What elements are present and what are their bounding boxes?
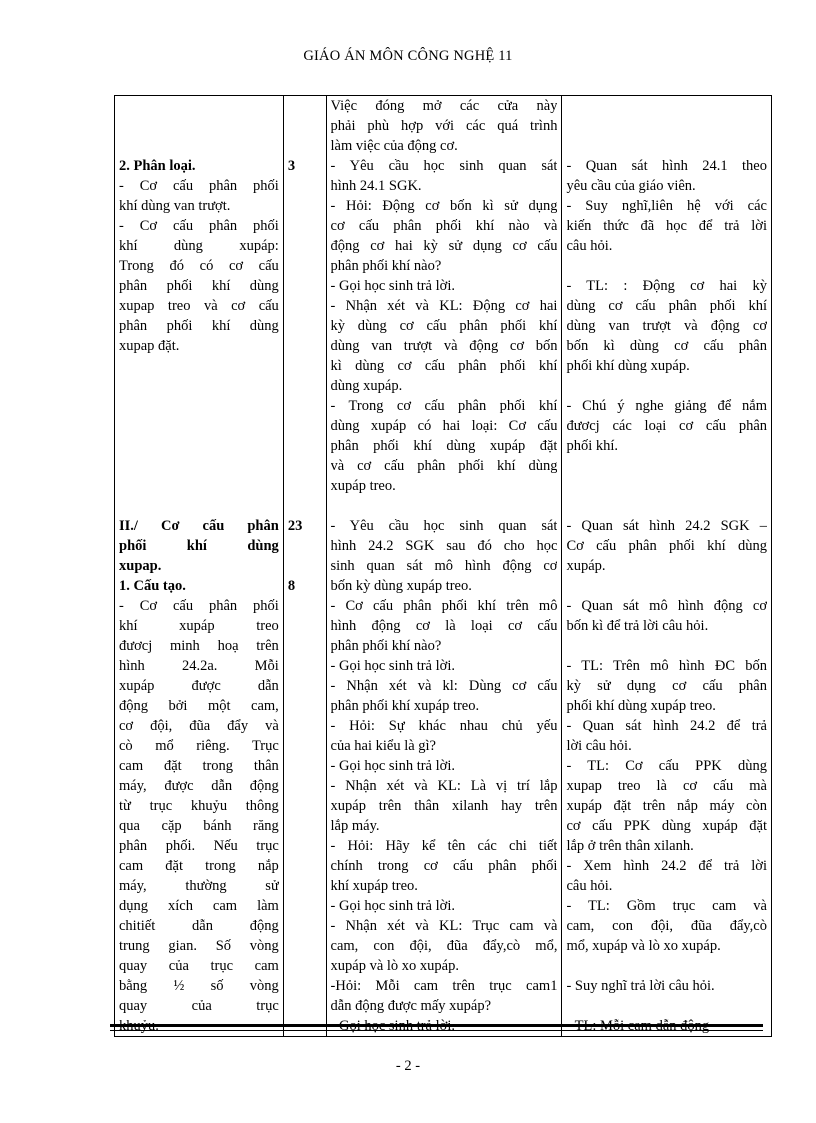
- student-col-line: yêu cầu của giáo viên.: [566, 178, 696, 194]
- student-col-line: phối khí dùng xupáp treo.: [566, 698, 716, 714]
- student-col-line: xupáp.: [566, 558, 606, 574]
- student-col-line: - TL: : Động cơ hai kỳ: [566, 278, 767, 294]
- student-col-line: cơ cấu PPK dùng xupáp đặt: [566, 818, 767, 834]
- time-col-line: [288, 176, 322, 196]
- student-col-line: câu hỏi.: [566, 878, 613, 894]
- content-col-line: xupap treo và cơ cấu: [119, 298, 279, 314]
- content-column: [115, 96, 284, 1037]
- content-col-line: đươcj minh hoạ trên: [119, 638, 279, 654]
- student-col-line: xupáp đặt trên nắp máy còn: [566, 798, 767, 814]
- content-col-line: xupap.: [119, 558, 162, 574]
- content-col-line: quay của trục: [119, 998, 279, 1014]
- student-col-line: Cơ cấu phân phối khí dùng: [566, 538, 767, 554]
- student-col-line: - Quan sát hình 24.1 theo: [566, 158, 767, 174]
- teacher-col-line: cam, con đội, đũa đẩy,cò mổ,: [330, 938, 558, 954]
- student-col-line: [566, 576, 767, 596]
- student-col-line: dùng van trượt và động cơ: [566, 318, 767, 334]
- content-col-line: Trong đó có cơ cấu: [119, 258, 279, 274]
- teacher-col-line: bốn kỳ dùng xupáp treo.: [330, 578, 472, 594]
- time-col-line: [288, 536, 322, 556]
- content-col-line: trung gian. Số vòng: [119, 938, 279, 954]
- time-col-line: [288, 556, 322, 576]
- teacher-col-line: - Hỏi: Động cơ bốn kì sử dụng: [330, 198, 558, 214]
- page-number: - 2 -: [395, 1058, 421, 1074]
- page-header: GIÁO ÁN MÔN CÔNG NGHỆ 11: [303, 48, 513, 64]
- student-col-line: [566, 96, 767, 116]
- teacher-col-line: làm việc của động cơ.: [330, 138, 458, 154]
- student-col-line: đươcj các loại cơ cấu phân: [566, 418, 767, 434]
- footer-rule-thick: [110, 1024, 763, 1027]
- teacher-col-line: hình 24.2 SGK sau đó cho học: [330, 538, 558, 554]
- content-col-line: khí dùng xupáp:: [119, 238, 279, 254]
- content-col-line: - Cơ cấu phân phối: [119, 598, 279, 614]
- student-col-line: - TL: Trên mô hình ĐC bốn: [566, 658, 767, 674]
- time-col-line: [288, 476, 322, 496]
- student-col-line: [566, 636, 767, 656]
- time-col-line: [288, 96, 322, 116]
- teacher-col-line: khí xupáp treo.: [330, 878, 418, 894]
- teacher-col-line: [331, 496, 558, 516]
- student-col-line: kỳ sử dụng cơ cấu phân: [566, 678, 767, 694]
- content-col-line: phân phối khí dùng: [119, 278, 279, 294]
- student-col-line: phối khí.: [566, 438, 619, 454]
- time-col-line: [288, 436, 322, 456]
- teacher-col-line: - Yêu cầu học sinh quan sát: [330, 518, 558, 534]
- teacher-col-line: - Nhận xét và KL: Là vị trí lắp: [330, 778, 558, 794]
- content-col-line: [119, 496, 279, 516]
- time-col-line: [288, 296, 322, 316]
- content-col-line: II./ Cơ cấu phân: [119, 518, 279, 534]
- student-col-line: [566, 476, 767, 496]
- content-col-line: 2. Phân loại.: [119, 158, 196, 174]
- content-col-line: quay của trục cam: [119, 958, 279, 974]
- content-col-line: cam đặt trong nắp: [119, 858, 279, 874]
- teacher-col-line: - Gọi học sinh trả lời.: [330, 758, 455, 774]
- student-col-line: bốn kì dùng cơ cấu phân: [566, 338, 767, 354]
- teacher-col-line: - Nhận xét và KL: Động cơ hai: [330, 298, 558, 314]
- time-column: [283, 96, 326, 1037]
- content-col-line: động bởi một cam,: [119, 698, 279, 714]
- content-col-line: cò mổ riêng. Trục: [119, 738, 279, 754]
- content-col-line: [119, 116, 279, 136]
- teacher-col-line: Việc đóng mở các cửa này: [330, 98, 558, 114]
- footer-rule-thin: [110, 1030, 763, 1031]
- teacher-col-line: kỳ dùng cơ cấu phân phối khí: [330, 318, 558, 334]
- time-col-line: [288, 336, 322, 356]
- teacher-col-line: dùng van trượt và động cơ bốn: [330, 338, 558, 354]
- content-col-line: từ trục khuỷu thông: [119, 798, 279, 814]
- teacher-col-line: và cơ cấu phân phối khí dùng: [330, 458, 558, 474]
- content-col-line: cam đặt trong thân: [119, 758, 279, 774]
- teacher-activity-column: [326, 96, 562, 1037]
- teacher-col-line: hình động cơ là loại cơ cấu: [330, 618, 558, 634]
- student-col-line: kiến thức đã học để trả lời: [566, 218, 767, 234]
- table-row: [115, 96, 772, 1037]
- content-col-line: phân phối khí dùng: [119, 318, 279, 334]
- teacher-col-line: phải phù hợp với các quá trình: [330, 118, 558, 134]
- student-col-line: - Quan sát hình 24.2 để trả: [566, 718, 767, 734]
- content-col-line: [119, 356, 279, 376]
- teacher-col-line: của hai kiểu là gì?: [330, 738, 436, 754]
- teacher-col-line: dùng xupáp.: [330, 378, 403, 394]
- teacher-col-line: hình 24.1 SGK.: [330, 178, 422, 194]
- teacher-col-line: phân phối khí nào?: [330, 638, 442, 654]
- content-col-line: khí dùng van trượt.: [119, 198, 231, 214]
- content-col-line: chitiết dẫn động: [119, 918, 279, 934]
- time-col-line: [288, 396, 322, 416]
- teacher-col-line: xupáp treo.: [330, 478, 396, 494]
- student-col-line: [566, 456, 767, 476]
- lesson-plan-table: [114, 95, 772, 1037]
- student-col-line: - TL: Gồm trục cam và: [566, 898, 767, 914]
- content-col-line: dụng xích cam làm: [119, 898, 279, 914]
- teacher-col-line: xupáp và lò xo xupáp.: [330, 958, 459, 974]
- teacher-col-line: - Gọi học sinh trả lời.: [330, 278, 455, 294]
- content-col-line: [119, 376, 279, 396]
- teacher-col-line: - Gọi học sinh trả lời.: [330, 898, 455, 914]
- student-col-line: câu hỏi.: [566, 238, 613, 254]
- content-col-line: máy, thường sử: [119, 878, 279, 894]
- teacher-col-line: dẫn động được mấy xupáp?: [330, 998, 491, 1014]
- time-col-line: [288, 136, 322, 156]
- student-col-line: phối khí dùng xupáp.: [566, 358, 690, 374]
- content-col-line: phân phối. Nếu trục: [119, 838, 279, 854]
- time-col-line: [288, 356, 322, 376]
- student-col-line: lắp ở trên thân xilanh.: [566, 838, 694, 854]
- time-col-line: 8: [287, 578, 296, 594]
- content-col-line: phối khí dùng: [119, 538, 279, 554]
- content-col-line: [119, 416, 279, 436]
- content-col-line: [119, 96, 279, 116]
- teacher-col-line: cơ cấu phân phối khí nào và: [330, 218, 558, 234]
- student-col-line: xupap treo là cơ cấu mà: [566, 778, 767, 794]
- student-col-line: cam, con đội, đũa đẩy,cò: [566, 918, 767, 934]
- content-col-line: bằng ½ số vòng: [119, 978, 279, 994]
- content-col-line: [119, 136, 279, 156]
- content-col-line: xupáp được dẫn: [119, 678, 279, 694]
- time-col-line: [288, 116, 322, 136]
- student-col-line: mổ, xupáp và lò xo xupáp.: [566, 938, 721, 954]
- student-col-line: - Quan sát hình 24.2 SGK –: [566, 518, 767, 534]
- teacher-col-line: phân phối khí dùng xupáp đặt: [330, 438, 558, 454]
- teacher-col-line: - Nhận xét và KL: Trục cam và: [330, 918, 558, 934]
- teacher-col-line: lắp máy.: [330, 818, 380, 834]
- student-col-line: - Chú ý nghe giảng để nắm: [566, 398, 767, 414]
- teacher-col-line: -Hỏi: Mỗi cam trên trục cam1: [330, 978, 558, 994]
- student-col-line: [566, 996, 767, 1016]
- student-col-line: [566, 116, 767, 136]
- student-activity-column: [562, 96, 772, 1037]
- student-col-line: - Suy nghĩ,liên hệ với các: [566, 198, 767, 214]
- time-col-line: [288, 256, 322, 276]
- teacher-col-line: chính trong cơ cấu phân phối: [330, 858, 558, 874]
- time-col-line: [288, 456, 322, 476]
- time-col-line: [288, 496, 322, 516]
- content-col-line: hình 24.2a. Mỗi: [119, 658, 279, 674]
- teacher-col-line: - Yêu cầu học sinh quan sát: [330, 158, 558, 174]
- content-col-line: - Cơ cấu phân phối: [119, 178, 279, 194]
- student-col-line: [566, 496, 767, 516]
- student-col-line: [566, 136, 767, 156]
- teacher-col-line: - Hỏi: Hãy kể tên các chi tiết: [330, 838, 558, 854]
- teacher-col-line: - Trong cơ cấu phân phối khí: [330, 398, 558, 414]
- content-col-line: 1. Cấu tạo.: [119, 578, 186, 594]
- teacher-col-line: kì dùng cơ cấu phân phối khí: [330, 358, 558, 374]
- content-col-line: máy, được dẫn động: [119, 778, 279, 794]
- teacher-col-line: phân phối khí nào?: [330, 258, 442, 274]
- student-col-line: - Suy nghĩ trả lời câu hỏi.: [566, 978, 715, 994]
- content-col-line: [119, 396, 279, 416]
- content-col-line: khí xupáp treo: [119, 618, 279, 634]
- student-col-line: dùng cơ cấu phân phối khí: [566, 298, 767, 314]
- teacher-col-line: - Hỏi: Sự khác nhau chủ yếu: [330, 718, 558, 734]
- teacher-col-line: phân phối khí xupáp treo.: [330, 698, 480, 714]
- student-col-line: [566, 956, 767, 976]
- time-col-line: 23: [287, 518, 303, 534]
- student-col-line: lời câu hỏi.: [566, 738, 632, 754]
- content-col-line: qua cặp bánh răng: [119, 818, 279, 834]
- content-col-line: - Cơ cấu phân phối: [119, 218, 279, 234]
- time-col-line: [288, 416, 322, 436]
- time-col-line: [288, 236, 322, 256]
- content-col-line: [119, 476, 279, 496]
- content-col-line: xupap đặt.: [119, 338, 180, 354]
- time-col-line: [288, 216, 322, 236]
- time-col-line: [288, 376, 322, 396]
- teacher-col-line: - Gọi học sinh trả lời.: [330, 658, 455, 674]
- student-col-line: - TL: Cơ cấu PPK dùng: [566, 758, 767, 774]
- student-col-line: [566, 376, 767, 396]
- content-col-line: [119, 436, 279, 456]
- teacher-col-line: dùng xupáp có hai loại: Cơ cấu: [330, 418, 558, 434]
- teacher-col-line: - Nhận xét và kl: Dùng cơ cấu: [330, 678, 558, 694]
- time-col-line: [288, 316, 322, 336]
- content-col-line: cơ đội, đũa đẩy và: [119, 718, 279, 734]
- time-col-line: [288, 196, 322, 216]
- student-col-line: - Xem hình 24.2 để trả lời: [566, 858, 767, 874]
- time-col-line: 3: [287, 158, 296, 174]
- teacher-col-line: động cơ hai kỳ sử dụng cơ cấu: [330, 238, 558, 254]
- teacher-col-line: - Cơ cấu phân phối khí trên mô: [330, 598, 558, 614]
- student-col-line: bốn kì để trả lời câu hỏi.: [566, 618, 709, 634]
- student-col-line: - Quan sát mô hình động cơ: [566, 598, 767, 614]
- teacher-col-line: xupáp trên thân xilanh hay trên: [330, 798, 558, 814]
- content-col-line: [119, 456, 279, 476]
- time-col-line: [288, 276, 322, 296]
- teacher-col-line: sinh quan sát mô hình động cơ: [330, 558, 558, 574]
- student-col-line: [566, 256, 767, 276]
